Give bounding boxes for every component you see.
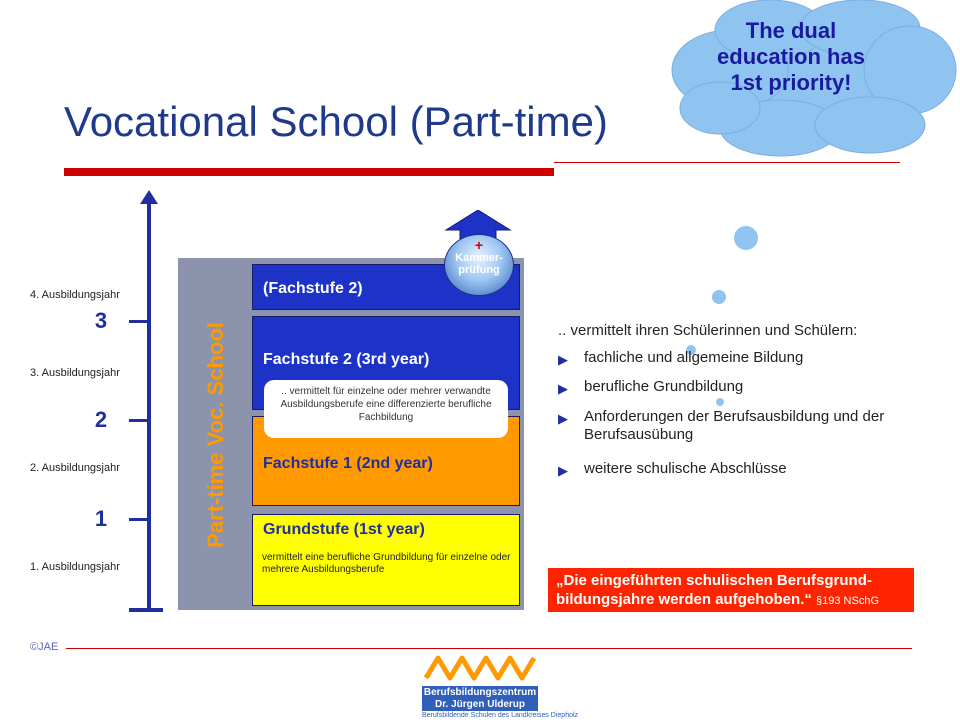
arrow-right-icon: ▶ <box>558 352 568 367</box>
year-label-1: 1. Ausbildungsjahr <box>30 561 120 573</box>
logo-mountains-icon <box>424 650 536 684</box>
fachstufe2-optional-title: (Fachstufe 2) <box>263 280 363 297</box>
badge-line1: Kammer- <box>455 252 503 264</box>
badge-line2: prüfung <box>458 264 500 276</box>
logo-line1: Berufsbildungszentrum <box>423 687 537 698</box>
kammerpruefung-badge <box>444 234 514 296</box>
law-quote-box <box>548 568 914 612</box>
year-tick-1 <box>129 518 147 521</box>
thought-bubble-medium <box>712 290 726 304</box>
thought-bubble-large <box>734 226 758 250</box>
thought-bubble-tiny <box>716 398 724 406</box>
list-item: ▶ Anforderungen der Berufsausbildung und der Berufsausübung <box>558 408 885 443</box>
footer-line <box>66 648 912 649</box>
part-time-school-label: Part-time Voc. School <box>203 322 228 548</box>
fachstufe2-note: .. vermittelt für einzelne oder mehrer verwandte Ausbildungsberufe eine differenzierte berufliche Fachbildung <box>264 380 508 438</box>
title-underline-line <box>554 162 900 163</box>
title-underline-bar <box>64 168 554 176</box>
fachstufe1-title: Fachstufe 1 (2nd year) <box>263 455 433 472</box>
year-number-3: 3 <box>94 308 108 333</box>
axis-arrow-icon <box>136 190 166 210</box>
year-tick-3 <box>129 320 147 323</box>
page-title: Vocational School (Part-time) <box>64 98 608 145</box>
list-item: ▶ berufliche Grundbildung <box>558 378 744 396</box>
cloud-text: The dual education has 1st priority! <box>717 18 865 95</box>
list-intro: .. vermittelt ihren Schülerinnen und Schülern: <box>558 322 858 339</box>
list-item: ▶ weitere schulische Abschlüsse <box>558 460 787 478</box>
year-number-2: 2 <box>94 407 108 432</box>
copyright: ©JAE <box>30 641 59 653</box>
law-quote-text: „Die eingeführten schulischen Berufsgrund-bildungsjahre werden aufgehoben.“ <box>556 572 872 608</box>
badge-plus: + <box>474 237 484 253</box>
arrow-right-icon: ▶ <box>558 463 568 478</box>
list-item: ▶ fachliche und allgemeine Bildung <box>558 349 804 367</box>
year-number-1: 1 <box>94 506 108 531</box>
logo-line2: Dr. Jürgen Ulderup <box>422 699 538 711</box>
year-label-4: 4. Ausbildungsjahr <box>30 289 120 301</box>
arrow-right-icon: ▶ <box>558 411 568 426</box>
year-label-3: 3. Ausbildungsjahr <box>30 367 120 379</box>
logo-line3: Berufsbildende Schulen des Landkreises Diepholz <box>422 712 579 719</box>
fachstufe2-title: Fachstufe 2 (3rd year) <box>263 351 430 368</box>
year-label-2: 2. Ausbildungsjahr <box>30 462 120 474</box>
grundstufe-text: vermittelt eine berufliche Grundbildung für einzelne oder mehrere Ausbildungsberufe <box>262 552 511 575</box>
arrow-right-icon: ▶ <box>558 381 568 396</box>
grundstufe-title: Grundstufe (1st year) <box>263 521 425 538</box>
law-reference: §193 NSchG <box>816 595 880 607</box>
year-axis <box>147 196 151 610</box>
year-tick-2 <box>129 419 147 422</box>
year-axis-base <box>129 608 163 612</box>
